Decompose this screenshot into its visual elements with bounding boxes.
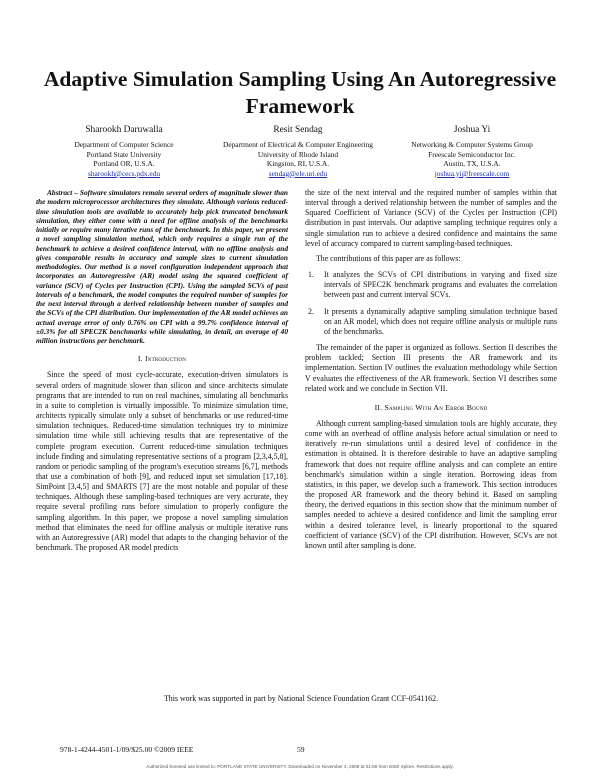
author-2 xyxy=(210,124,386,178)
author-affiliation-line: Austin, TX, U.S.A. xyxy=(443,159,501,169)
abstract xyxy=(36,188,288,345)
list-item-text: It analyzes the SCVs of CPI distributions in varying and fixed size intervals of SPEC2K benchmark programs and evaluates the correlation between past and current interval SCVs. xyxy=(324,270,557,300)
list-item-number: 1. xyxy=(308,270,314,280)
author-affiliation-line: Department of Computer Science xyxy=(74,140,174,149)
author-email-link[interactable]: sendag@ele.uri.edu xyxy=(268,168,328,178)
sampling-paragraph: Although current sampling-based simulation tools are highly accurate, they come with an overhead of offline analysis before actual simulation or need to iteratively re-run simulations until a desired level of confidence in the estimation is obtained. It is therefore desirable to have an adaptive sampling framework that does not require offline analysis and can complete an entire benchmark's simulation within a single iteration. Borrowing ideas from statistics, in this paper, we develop such a framework. This section introduces the proposed AR framework and the theory behind it. Based on sampling theory, the derived equations in this section show that the minimum number of samples needed to achieve a desired confidence and limit the sampling error within a desired tolerance level, is linearly proportional to the squared coefficient of variance (SCV) of the CPI distribution. However, SCVs are not known until after sampling is done. xyxy=(305,418,557,550)
organization-paragraph: The remainder of the paper is organized as follows. Section II describes the problem tackled; Section III presents the AR framework and its implementation. Section IV outlines the evaluation methodology while Section V evaluates the effectiveness of the AR framework. Section VI describes some related work and we conclude in Section VII. xyxy=(305,343,557,393)
author-name: Sharookh Daruwalla xyxy=(85,125,163,135)
author-name: Joshua Yi xyxy=(453,125,491,135)
list-item xyxy=(305,307,557,337)
author-affiliation-line: Freescale Semiconductor Inc. xyxy=(428,149,516,159)
funding-footnote: This work was supported in part by National Science Foundation Grant CCF-0541162. xyxy=(163,694,439,703)
isbn-copyright: 978-1-4244-4501-1/09/$25.00 ©2009 IEEE xyxy=(60,745,194,754)
license-notice: Authorized licensed use limited to: PORTLAND STATE UNIVERSITY. Downloaded on November 4, 2009 at 01:59 from IEEE Xplore. Restrictions apply. xyxy=(146,764,454,769)
page-number: 59 xyxy=(297,745,305,754)
contributions-list xyxy=(305,270,557,337)
section-heading-sampling: II. Sampling With An Error Bound xyxy=(374,402,488,412)
left-column xyxy=(36,188,288,553)
list-item-number: 2. xyxy=(308,306,314,316)
author-email-link[interactable]: sharookh@cecs.pdx.edu xyxy=(87,168,161,178)
right-column xyxy=(305,188,557,551)
author-affiliation-line: Portland State University xyxy=(86,149,162,159)
section-heading-introduction: I. Introduction xyxy=(137,354,187,364)
introduction-continued-paragraph: the size of the next interval and the required number of samples within that interval through a derived relationship between the number of samples and the Squared Coefficient of Variance (SCV) of the Cycles per Instruction (CPI) distribution in past intervals. Our adaptive sampling technique requires only a single simulation run to achieve a desired confidence and maintains the same level of accuracy compared to current sampling-based techniques. xyxy=(305,188,557,248)
author-affiliation-line: Kingston, RI, U.S.A. xyxy=(266,159,330,169)
list-item xyxy=(305,270,557,300)
abstract-lead: Abstract – xyxy=(47,188,78,197)
paper-title: Adaptive Simulation Sampling Using An Autoregressive Framework xyxy=(43,67,557,119)
author-email-link[interactable]: joshua.yi@freescale.com xyxy=(434,168,510,178)
author-1 xyxy=(36,124,212,178)
author-3 xyxy=(384,124,560,178)
abstract-text: Software simulators remain several orders of magnitude slower than the modern microprocessor architectures they simulate. Although various reduced-time simulation tools are available to accurately help pick truncated benchmark simulation, they either come with a need for offline analysis of the benchmarks initially or require many iterative runs of the benchmark. In this paper, we present a novel sampling simulation method, which only requires a single run of the benchmark to achieve a desired confidence interval, with no offline analysis and gives comparable results in accuracy and sample sizes to current simulation methodologies. Our method is a novel configuration independent approach that incorporates an Autoregressive (AR) model using the squared coefficient of variance (SCV) of Cycles per Instruction (CPI). Using the sampled SCVs of past intervals of a benchmark, the model computes the required number of samples for the next interval through a derived relationship between number of samples and the SCVs of the CPI distribution. Our implementation of the AR model achieves an actual average error of only 0.76% on CPI with a 99.7% confidence interval of ±0.3% for all SPEC2K benchmarks while simulating, in detail, an average of 40 million instructions per benchmark. xyxy=(36,188,288,345)
contributions-intro: The contributions of this paper are as follows: xyxy=(316,253,461,263)
author-affiliation-line: Networking & Computer Systems Group xyxy=(411,140,533,149)
list-item-text: It presents a dynamically adaptive sampling simulation technique based on an AR model, which does not require offline analysis or multiple runs of the benchmarks. xyxy=(324,306,557,336)
author-affiliation-line: Department of Electrical & Computer Engineering xyxy=(222,140,374,149)
author-affiliation-line: Portland OR, U.S.A. xyxy=(93,159,155,169)
author-name: Resit Sendag xyxy=(273,125,323,135)
introduction-paragraph: Since the speed of most cycle-accurate, execution-driven simulators is several orders of magnitude slower than silicon and since architects simulate programs that are intended to run on real machines, simulating all benchmarks in a suite to completion is virtually impossible. To minimize simulation time, architects typically simulate only a subset of benchmarks or use reduced-time simulation techniques. Reduced-time simulation techniques try to minimize simulation time while still achieving results that are representative of the complete program execution. Current reduced-time simulation techniques include finding and simulating representative sections of a program [2,3,4,5,8], random or periodic sampling of the program's execution streams [6,7], methods that use a combination of both [9], and reduced input set simulation [17,18]. SimPoint [3,4,5] and SMARTS [7] are the most notable and popular of these techniques. Although these sampling-based techniques are very accurate, they require several profiling runs before simulation to properly configure the sampling algorithm. In this paper, we propose a novel sampling simulation method that eliminates the need for offline analysis or multiple iterative runs with an Autoregressive (AR) model that adapts to the changing behavior of the benchmark. The proposed AR model predicts xyxy=(36,370,288,553)
author-affiliation-line: University of Rhode Island xyxy=(257,149,339,159)
